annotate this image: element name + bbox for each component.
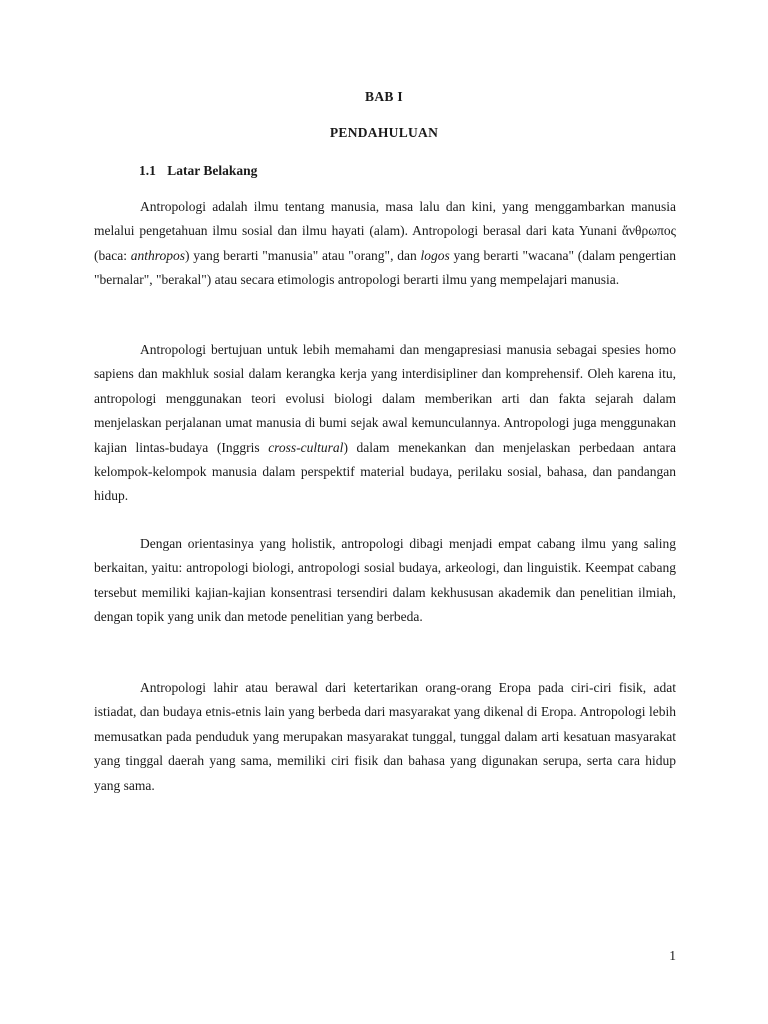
section-title: Latar Belakang — [167, 163, 258, 178]
section-heading — [139, 163, 257, 179]
page-number: 1 — [669, 948, 676, 963]
paragraph-text: Antropologi adalah ilmu tentang manusia, masa lalu dan kini, yang menggambarkan manusia melalui pengetahuan ilmu sosial dan ilmu hayati (alam). Antropologi berasal dari kata Yunani ἄνθρωπος (baca: — [94, 199, 676, 263]
section-number: 1.1 — [139, 163, 156, 178]
paragraph-text: Antropologi bertujuan untuk lebih memahami dan mengapresiasi manusia sebagai spesies homo sapiens dan makhluk sosial dalam kerangka kerja yang interdisipliner dan komprehensif. Oleh karena itu, antropologi menggunakan teori evolusi biologi dalam memberikan arti dan fakta sejarah dalam menjelaskan perjalanan umat manusia di bumi sejak awal kemunculannya. Antropologi juga menggunakan kajian lintas-budaya (Inggris — [94, 342, 676, 455]
paragraph — [94, 338, 676, 509]
chapter-heading: BAB I — [365, 89, 403, 104]
paragraph-text: Dengan orientasinya yang holistik, antropologi dibagi menjadi empat cabang ilmu yang saling berkaitan, yaitu: antropologi biologi, antropologi sosial budaya, arkeologi, dan linguistik. Keempat cabang tersebut memiliki kajian-kajian konsentrasi tersendiri dalam kekhususan akademik dan penelitian ilmiah, dengan topik yang unik dan metode penelitian yang berbeda. — [94, 536, 676, 625]
paragraph — [94, 676, 676, 798]
italic-term: cross-cultural — [268, 439, 344, 455]
paragraph — [94, 195, 676, 293]
paragraph-text: yang berarti "wacana" (dalam pengertian "bernalar", "berakal") atau secara etimologis antropologi berarti ilmu yang mempelajari manusia. — [94, 247, 676, 288]
paragraph-text: ) dalam menekankan dan menjelaskan perbedaan antara kelompok-kelompok manusia dalam perspektif material budaya, perilaku sosial, bahasa, dan pandangan hidup. — [94, 439, 676, 504]
paragraph-text: ) yang berarti "manusia" atau "orang", dan — [185, 247, 421, 263]
paragraph-text: Antropologi lahir atau berawal dari ketertarikan orang-orang Eropa pada ciri-ciri fisik, adat istiadat, dan budaya etnis-etnis lain yang berbeda dari masyarakat yang dikenal di Eropa. Antropologi lebih memusatkan pada penduduk yang merupakan masyarakat tunggal, tunggal dalam arti kesatuan masyarakat yang tinggal daerah yang sama, memiliki ciri fisik dan bahasa yang digunakan serupa, serta cara hidup yang sama. — [94, 680, 676, 793]
italic-term: logos — [420, 247, 450, 263]
chapter-title: PENDAHULUAN — [329, 125, 439, 140]
paragraph — [94, 532, 676, 630]
italic-term: anthropos — [130, 247, 186, 263]
